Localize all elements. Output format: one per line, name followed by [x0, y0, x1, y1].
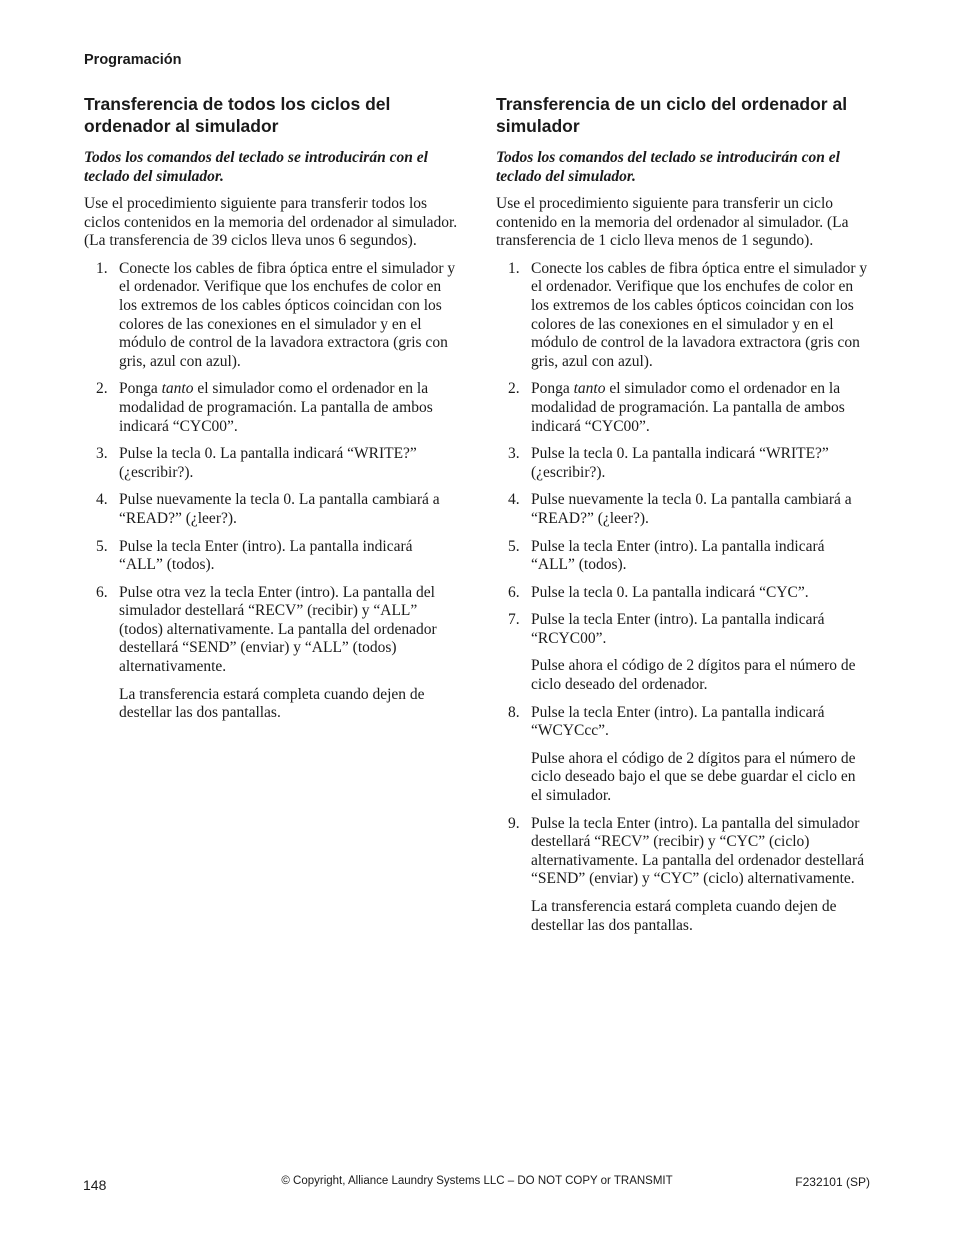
step-text: Conecte los cables de fibra óptica entre el simulador y el ordenador. Verifique que los enchufes de color en los extremos de los cables ópticos coincidan con los colores de las conexiones en el simulador y en el módulo de control de la lavadora extractora (gris con gris, azul con azul). [531, 259, 868, 370]
step-text-emphasis: tanto [161, 380, 194, 398]
step-number: 8. [508, 703, 520, 721]
right-step-4 [496, 491, 870, 528]
right-steps-list [496, 260, 870, 935]
left-steps-list [84, 260, 458, 723]
step-text: Pulse la tecla 0. La pantalla indicará “CYC”. [531, 583, 809, 601]
step-text: Pulse la tecla Enter (intro). La pantalla indicará “ALL” (todos). [531, 537, 825, 574]
step-number: 4. [96, 491, 108, 509]
right-step-8 [496, 704, 870, 806]
step-number: 4. [508, 491, 520, 509]
left-intro-paragraph: Use el procedimiento siguiente para transferir todos los ciclos contenidos en la memoria del ordenador al simulador. (La transferencia de 39 ciclos lleva unos 6 segundos). [84, 195, 458, 250]
step-number: 3. [96, 445, 108, 463]
step-text: Pulse nuevamente la tecla 0. La pantalla cambiará a “READ?” (¿leer?). [531, 491, 852, 527]
document-id: F232101 (SP) [795, 1175, 870, 1189]
left-step-5 [84, 538, 458, 575]
right-step-2 [496, 380, 870, 436]
right-intro-paragraph: Use el procedimiento siguiente para transferir un ciclo contenido en la memoria del ordenador al simulador. (La transferencia de 1 ciclo lleva menos de 1 segundo). [496, 195, 849, 250]
step-text: Pulse otra vez la tecla Enter (intro). La pantalla del simulador destellará “RECV” (recibir) y “ALL” (todos) alternativamente. La pantalla del ordenador destellará “SEND” (enviar) y “ALL” (todos) alternativamente. [119, 583, 437, 676]
step-text-emphasis: tanto [573, 380, 606, 398]
right-column [496, 93, 870, 944]
right-step-5 [496, 538, 870, 575]
step-number: 6. [508, 583, 520, 601]
step-number: 1. [508, 259, 520, 277]
step-text-post: el simulador como el ordenador en la modalidad de programación. La pantalla de ambos indicará “CYC00”. [119, 380, 433, 435]
step-text: Pulse la tecla 0. La pantalla indicará “WRITE?” (¿escribir?). [119, 445, 417, 481]
right-keyboard-note: Todos los comandos del teclado se introducirán con el teclado del simulador. [496, 149, 840, 185]
step-number: 9. [508, 814, 520, 832]
right-section-title: Transferencia de un ciclo del ordenador al simulador [496, 94, 848, 136]
step-subparagraph: Pulse ahora el código de 2 dígitos para el número de ciclo deseado del ordenador. [531, 657, 856, 694]
step-number: 3. [508, 445, 520, 463]
step-text: Pulse nuevamente la tecla 0. La pantalla cambiará a “READ?” (¿leer?). [119, 491, 440, 527]
page-number: 148 [83, 1177, 107, 1193]
step-subparagraph: La transferencia estará completa cuando dejen de destellar las dos pantallas. [531, 898, 837, 934]
step-text: Pulse la tecla Enter (intro). La pantalla indicará “ALL” (todos). [119, 537, 413, 574]
step-number: 2. [508, 380, 520, 398]
step-text-pre: Ponga [119, 380, 162, 398]
right-step-6 [496, 584, 870, 603]
step-text: Pulse la tecla Enter (intro). La pantalla del simulador destellará “RECV” (recibir) y “CYC” (ciclo) alternativamente. La pantalla del ordenador destellará “SEND” (enviar) y “CYC” (ciclo) alternativamente. [531, 814, 865, 888]
copyright-notice: © Copyright, Alliance Laundry Systems LLC – DO NOT COPY or TRANSMIT [281, 1175, 673, 1187]
right-step-9 [496, 815, 870, 936]
left-column [84, 93, 458, 732]
step-text-post: el simulador como el ordenador en la modalidad de programación. La pantalla de ambos indicará “CYC00”. [531, 380, 845, 435]
right-step-3 [496, 445, 870, 482]
step-text: Conecte los cables de fibra óptica entre el simulador y el ordenador. Verifique que los enchufes de color en los extremos de los cables ópticos coincidan con los colores de las conexiones en el simulador y en el módulo de control de la lavadora extractora (gris con gris, azul con azul). [119, 259, 456, 370]
section-header: Programación [84, 52, 182, 68]
step-text: Pulse la tecla 0. La pantalla indicará “WRITE?” (¿escribir?). [531, 445, 829, 481]
left-step-6 [84, 584, 458, 723]
left-step-2 [84, 380, 458, 436]
step-number: 5. [508, 537, 520, 555]
left-step-4 [84, 491, 458, 528]
step-number: 2. [96, 380, 108, 398]
left-step-3 [84, 445, 458, 482]
step-number: 1. [96, 259, 108, 277]
left-keyboard-note: Todos los comandos del teclado se introducirán con el teclado del simulador. [84, 149, 428, 185]
right-step-1 [496, 260, 870, 372]
left-section-title: Transferencia de todos los ciclos del ordenador al simulador [84, 94, 391, 136]
step-text: Pulse la tecla Enter (intro). La pantalla indicará “WCYCcc”. [531, 703, 825, 740]
right-step-7 [496, 611, 870, 694]
step-number: 6. [96, 583, 108, 601]
step-number: 5. [96, 537, 108, 555]
step-subparagraph: Pulse ahora el código de 2 dígitos para el número de ciclo deseado bajo el que se debe guardar el ciclo en el simulador. [531, 749, 856, 805]
step-text-pre: Ponga [531, 380, 574, 398]
step-number: 7. [508, 611, 520, 629]
step-subparagraph: La transferencia estará completa cuando dejen de destellar las dos pantallas. [119, 685, 425, 722]
left-step-1 [84, 260, 458, 372]
step-text: Pulse la tecla Enter (intro). La pantalla indicará “RCYC00”. [531, 611, 825, 647]
